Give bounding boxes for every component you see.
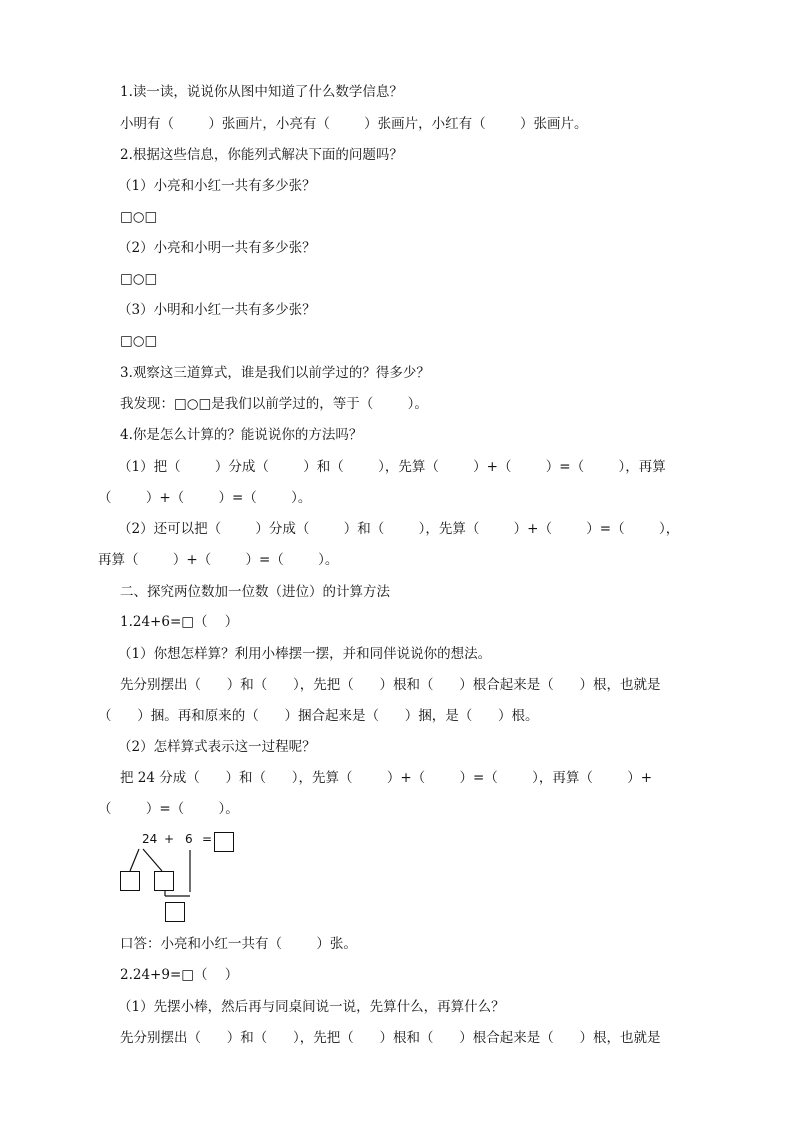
section-2-heading: 二、探究两位数加一位数（进位）的计算方法	[120, 584, 390, 600]
question-3-fill: 我发现：□○□是我们以前学过的，等于（ ）。	[120, 396, 428, 412]
symbol-row-3: □○□	[120, 333, 158, 349]
symbol-row-1: □○□	[120, 209, 158, 225]
sub-question-1-2b: （ ）=（ ）。	[98, 801, 239, 817]
sum-box	[165, 902, 185, 922]
question-1-fill: 小明有（ ）张画片，小亮有（ ）张画片，小红有（ ）张画片。	[120, 116, 588, 132]
sub-question-1-1: （1）你想怎样算？利用小棒摆一摆，并和同伴说说你的想法。	[118, 646, 492, 662]
question-4: 4.你是怎么计算的？能说说你的方法吗？	[120, 427, 363, 443]
diagram-plus-sign: +	[164, 832, 175, 846]
sub-question-2-1a: 先分别摆出（ ）和（ ），先把（ ）根和（ ）根合起来是（ ）根，也就是	[120, 1030, 661, 1046]
sub-question-1-1b: （ ）捆。再和原来的（ ）捆合起来是（ ）捆，是（ ）根。	[98, 708, 539, 724]
question-2: 2.根据这些信息，你能列式解决下面的问题吗？	[120, 147, 403, 163]
split-diagram	[110, 826, 250, 926]
oral-answer: 口答：小亮和小红一共有（ ）张。	[120, 936, 357, 952]
question-4-1a: （1）把（ ）分成（ ）和（ ），先算（ ）+（ ）=（ ），再算	[118, 459, 666, 475]
diagram-number-24: 24	[142, 832, 158, 846]
sub-question-2-1: （1）先摆小棒，然后再与同桌间说一说，先算什么，再算什么？	[118, 999, 505, 1015]
split-box-right	[154, 871, 174, 891]
diagram-number-6: 6	[185, 832, 193, 846]
symbol-row-2: □○□	[120, 271, 158, 287]
sub-question-1-2: （2）怎样算式表示这一过程呢？	[118, 739, 316, 755]
question-1: 1.读一读，说说你从图中知道了什么数学信息？	[120, 84, 403, 100]
sub-question-1-1a: 先分别摆出（ ）和（ ），先把（ ）根和（ ）根合起来是（ ）根，也就是	[120, 677, 661, 693]
question-2-2: （2）小亮和小明一共有多少张？	[118, 240, 316, 256]
sub-question-1: 1.24+6=□（ ）	[120, 614, 239, 630]
split-box-left	[120, 871, 140, 891]
question-4-2b: 再算（ ）+（ ）=（ ）。	[98, 552, 339, 568]
question-4-1b: （ ）+（ ）=（ ）。	[98, 490, 312, 506]
question-2-1: （1）小亮和小红一共有多少张？	[118, 178, 316, 194]
sub-question-2: 2.24+9=□（ ）	[120, 967, 239, 983]
sub-question-1-2a: 把 24 分成（ ）和（ ），先算（ ）+（ ）=（ ），再算（ ）+	[120, 770, 653, 786]
question-2-3: （3）小明和小红一共有多少张？	[118, 302, 316, 318]
question-3: 3.观察这三道算式，谁是我们以前学过的？得多少？	[120, 365, 430, 381]
question-4-2a: （2）还可以把（ ）分成（ ）和（ ），先算（ ）+（ ）=（ ），	[118, 521, 680, 537]
diagram-equals-sign: =	[202, 832, 213, 846]
